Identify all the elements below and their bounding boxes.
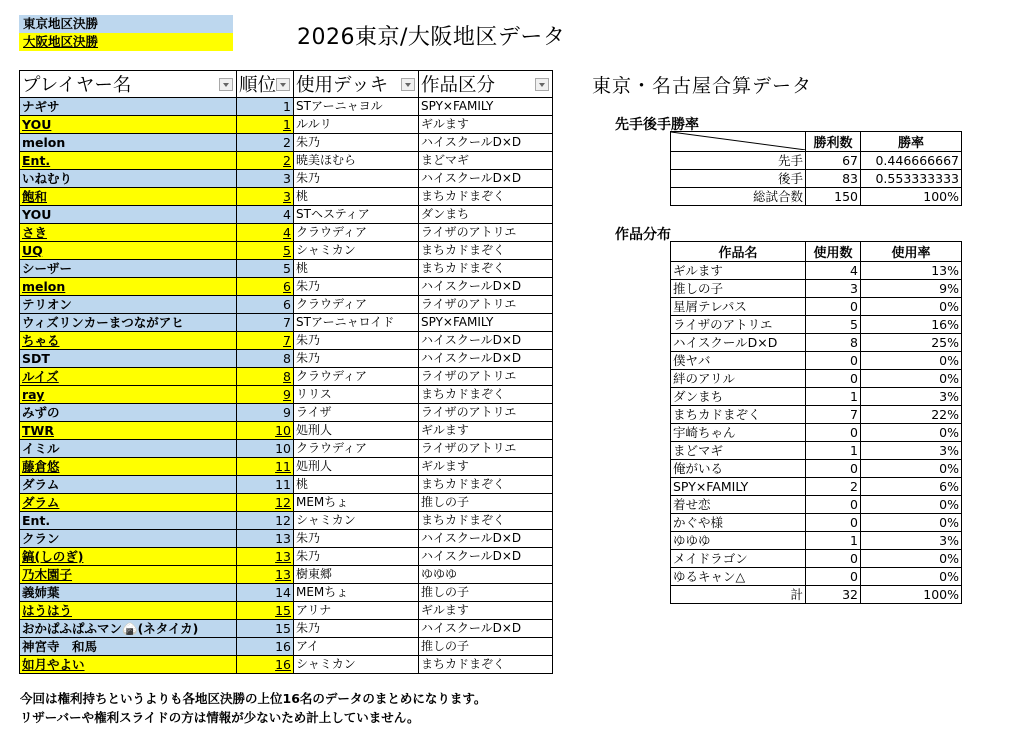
player-name-cell[interactable]: ナギサ (20, 98, 237, 116)
table-row (671, 298, 962, 316)
wins-cell[interactable]: 150 (806, 188, 861, 206)
usage-count-cell[interactable]: 0 (806, 424, 861, 442)
table-row (20, 566, 553, 584)
table-row (671, 334, 962, 352)
work-cell[interactable]: ギルます (419, 458, 553, 476)
usage-rate-cell[interactable]: 0% (861, 496, 962, 514)
filter-dropdown-icon[interactable] (401, 78, 415, 91)
rank-cell[interactable]: 5 (237, 260, 294, 278)
table-row (671, 152, 962, 170)
deck-cell[interactable]: 朱乃 (294, 170, 419, 188)
deck-cell[interactable]: 朱乃 (294, 278, 419, 296)
work-name-cell[interactable]: かぐや様 (671, 514, 806, 532)
work-cell[interactable]: ライザのアトリエ (419, 440, 553, 458)
work-name-cell[interactable]: ゆゆゆ (671, 532, 806, 550)
rank-cell[interactable]: 10 (237, 422, 294, 440)
rank-cell[interactable]: 1 (237, 116, 294, 134)
deck-cell[interactable]: 桃 (294, 188, 419, 206)
deck-cell[interactable]: クラウディア (294, 296, 419, 314)
player-name-cell[interactable]: YOU (20, 116, 237, 134)
table-row (671, 352, 962, 370)
player-name-cell[interactable]: ルイズ (20, 368, 237, 386)
table-row (20, 224, 553, 242)
table-row (20, 98, 553, 116)
rank-cell[interactable]: 4 (237, 206, 294, 224)
player-name-cell[interactable]: ちゃる (20, 332, 237, 350)
rank-cell[interactable]: 5 (237, 242, 294, 260)
usage-rate-cell[interactable]: 3% (861, 442, 962, 460)
work-cell[interactable]: まちカドまぞく (419, 476, 553, 494)
work-cell[interactable]: SPY×FAMILY (419, 314, 553, 332)
table-row (20, 188, 553, 206)
wins-cell[interactable]: 67 (806, 152, 861, 170)
usage-count-cell[interactable]: 32 (806, 586, 861, 604)
work-cell[interactable]: ギルます (419, 422, 553, 440)
work-cell[interactable]: ハイスクールD×D (419, 170, 553, 188)
table-row (20, 494, 553, 512)
rate-cell[interactable]: 100% (861, 188, 962, 206)
players-table (19, 70, 553, 674)
rank-cell[interactable]: 15 (237, 620, 294, 638)
usage-count-cell[interactable]: 0 (806, 352, 861, 370)
deck-cell[interactable]: リリス (294, 386, 419, 404)
usage-count-cell[interactable]: 1 (806, 388, 861, 406)
players-header-row (20, 71, 553, 98)
filter-dropdown-icon[interactable] (276, 78, 290, 91)
winrate-label: 先手後手勝率 (615, 117, 699, 133)
combined-data-title: 東京・名古屋合算データ (592, 75, 813, 97)
table-row (671, 188, 962, 206)
player-name-cell[interactable]: ウィズリンカーまつながアヒ (20, 314, 237, 332)
player-name-cell[interactable]: UQ (20, 242, 237, 260)
row-label-cell[interactable]: 後手 (671, 170, 806, 188)
work-name-cell[interactable]: まどマギ (671, 442, 806, 460)
table-row (20, 458, 553, 476)
deck-cell[interactable]: MEMちょ (294, 494, 419, 512)
diagonal-line-icon (671, 132, 806, 150)
table-row (671, 442, 962, 460)
rank-cell[interactable]: 15 (237, 602, 294, 620)
usage-count-cell[interactable]: 4 (806, 262, 861, 280)
deck-cell[interactable]: 朱乃 (294, 620, 419, 638)
usage-count-cell[interactable]: 0 (806, 568, 861, 586)
table-row (20, 584, 553, 602)
table-row (671, 532, 962, 550)
deck-cell[interactable]: ルルリ (294, 116, 419, 134)
rank-cell[interactable]: 2 (237, 134, 294, 152)
usage-count-cell[interactable]: 0 (806, 370, 861, 388)
work-cell[interactable]: まちカドまぞく (419, 188, 553, 206)
work-name-cell[interactable]: ギルます (671, 262, 806, 280)
work-name-cell[interactable]: SPY×FAMILY (671, 478, 806, 496)
deck-cell[interactable]: 朱乃 (294, 350, 419, 368)
usage-rate-cell[interactable]: 0% (861, 460, 962, 478)
table-row (20, 152, 553, 170)
wins-cell[interactable]: 83 (806, 170, 861, 188)
player-name-cell[interactable]: クラン (20, 530, 237, 548)
deck-cell[interactable]: ライザ (294, 404, 419, 422)
work-name-cell[interactable]: ハイスクールD×D (671, 334, 806, 352)
table-row (20, 386, 553, 404)
footnote-line-2: リザーバーや権利スライドの方は情報が少ないため計上していません。 (20, 710, 420, 725)
table-row (671, 262, 962, 280)
work-cell[interactable]: 推しの子 (419, 584, 553, 602)
rank-cell[interactable]: 16 (237, 656, 294, 674)
rank-cell[interactable]: 9 (237, 386, 294, 404)
player-name-cell[interactable]: シーザー (20, 260, 237, 278)
header-wins: 勝利数 (806, 132, 861, 152)
deck-cell[interactable]: 処刑人 (294, 422, 419, 440)
works-table (670, 241, 962, 604)
work-name-cell[interactable]: 着せ恋 (671, 496, 806, 514)
row-label-cell[interactable]: 総試合数 (671, 188, 806, 206)
player-name-cell[interactable]: 藤倉悠 (20, 458, 237, 476)
table-row (20, 134, 553, 152)
work-cell[interactable]: ゆゆゆ (419, 566, 553, 584)
work-cell[interactable]: まちカドまぞく (419, 656, 553, 674)
filter-dropdown-icon[interactable] (535, 78, 549, 91)
table-row (671, 388, 962, 406)
usage-rate-cell[interactable]: 9% (861, 280, 962, 298)
works-label: 作品分布 (615, 227, 671, 243)
table-row (20, 620, 553, 638)
work-cell[interactable]: ダンまち (419, 206, 553, 224)
usage-rate-cell[interactable]: 3% (861, 388, 962, 406)
table-row (20, 476, 553, 494)
table-row (20, 422, 553, 440)
player-name-cell[interactable]: ダラム (20, 494, 237, 512)
filter-dropdown-icon[interactable] (219, 78, 233, 91)
header-usage-rate: 使用率 (861, 242, 962, 262)
usage-count-cell[interactable]: 2 (806, 478, 861, 496)
deck-cell[interactable]: 樹東郷 (294, 566, 419, 584)
region-legend (19, 15, 233, 51)
rank-cell[interactable]: 1 (237, 98, 294, 116)
rank-cell[interactable]: 11 (237, 458, 294, 476)
rate-cell[interactable]: 0.446666667 (861, 152, 962, 170)
work-name-cell[interactable]: メイドラゴン (671, 550, 806, 568)
work-name-cell[interactable]: ダンまち (671, 388, 806, 406)
table-row (20, 332, 553, 350)
header-usage-count: 使用数 (806, 242, 861, 262)
player-name-cell[interactable]: melon (20, 278, 237, 296)
table-row (20, 602, 553, 620)
diagonal-header-cell (671, 132, 806, 152)
table-row (20, 170, 553, 188)
deck-cell[interactable]: STアーニャロイド (294, 314, 419, 332)
deck-cell[interactable]: 朱乃 (294, 332, 419, 350)
rank-cell[interactable]: 8 (237, 368, 294, 386)
work-cell[interactable]: ライザのアトリエ (419, 404, 553, 422)
player-name-cell[interactable]: YOU (20, 206, 237, 224)
rank-cell[interactable]: 3 (237, 188, 294, 206)
usage-rate-cell[interactable]: 25% (861, 334, 962, 352)
deck-cell[interactable]: 朱乃 (294, 530, 419, 548)
table-row (671, 568, 962, 586)
rank-cell[interactable]: 9 (237, 404, 294, 422)
usage-count-cell[interactable]: 0 (806, 460, 861, 478)
usage-rate-cell[interactable]: 0% (861, 550, 962, 568)
player-name-cell[interactable]: TWR (20, 422, 237, 440)
table-row (20, 242, 553, 260)
table-row (20, 368, 553, 386)
player-name-cell[interactable]: みずの (20, 404, 237, 422)
table-row (671, 496, 962, 514)
deck-cell[interactable]: クラウディア (294, 368, 419, 386)
work-cell[interactable]: ギルます (419, 116, 553, 134)
player-name-cell[interactable]: 義姉葉 (20, 584, 237, 602)
work-cell[interactable]: 推しの子 (419, 638, 553, 656)
usage-rate-cell[interactable]: 3% (861, 532, 962, 550)
deck-cell[interactable]: STヘスティア (294, 206, 419, 224)
deck-cell[interactable]: 暁美ほむら (294, 152, 419, 170)
table-row (20, 656, 553, 674)
deck-cell[interactable]: クラウディア (294, 440, 419, 458)
table-row (20, 530, 553, 548)
rank-cell[interactable]: 8 (237, 350, 294, 368)
rank-cell[interactable]: 13 (237, 566, 294, 584)
usage-rate-cell[interactable]: 0% (861, 352, 962, 370)
table-row (20, 278, 553, 296)
usage-rate-cell[interactable]: 13% (861, 262, 962, 280)
rank-cell[interactable]: 10 (237, 440, 294, 458)
rank-cell[interactable]: 14 (237, 584, 294, 602)
usage-count-cell[interactable]: 3 (806, 280, 861, 298)
legend-osaka: 大阪地区決勝 (19, 33, 233, 51)
deck-cell[interactable]: 朱乃 (294, 134, 419, 152)
usage-count-cell[interactable]: 0 (806, 298, 861, 316)
usage-count-cell[interactable]: 1 (806, 532, 861, 550)
deck-cell[interactable]: STアーニャヨル (294, 98, 419, 116)
total-row (671, 586, 962, 604)
work-name-cell[interactable]: 宇崎ちゃん (671, 424, 806, 442)
player-name-cell[interactable]: SDT (20, 350, 237, 368)
deck-cell[interactable]: MEMちょ (294, 584, 419, 602)
rank-cell[interactable]: 7 (237, 314, 294, 332)
header-rank: 順位 (237, 71, 294, 98)
table-row (20, 638, 553, 656)
rank-cell[interactable]: 4 (237, 224, 294, 242)
table-row (671, 406, 962, 424)
rank-cell[interactable]: 3 (237, 170, 294, 188)
player-name-cell[interactable]: Ent. (20, 512, 237, 530)
usage-rate-cell[interactable]: 22% (861, 406, 962, 424)
player-name-cell[interactable]: melon (20, 134, 237, 152)
table-row (671, 316, 962, 334)
work-name-cell[interactable]: 星屑テレパス (671, 298, 806, 316)
table-row (20, 260, 553, 278)
winrate-header-row (671, 132, 962, 152)
work-cell[interactable]: まちカドまぞく (419, 512, 553, 530)
table-row (20, 440, 553, 458)
player-name-cell[interactable]: さき (20, 224, 237, 242)
table-row (20, 296, 553, 314)
player-name-cell[interactable]: ダラム (20, 476, 237, 494)
footnote-line-1: 今回は権利持ちというよりも各地区決勝の上位16名のデータのまとめになります。 (20, 691, 487, 706)
row-label-cell[interactable]: 先手 (671, 152, 806, 170)
deck-cell[interactable]: クラウディア (294, 224, 419, 242)
table-row (20, 350, 553, 368)
work-cell[interactable]: ライザのアトリエ (419, 368, 553, 386)
deck-cell[interactable]: 処刑人 (294, 458, 419, 476)
work-cell[interactable]: ライザのアトリエ (419, 224, 553, 242)
header-deck: 使用デッキ (294, 71, 419, 98)
usage-count-cell[interactable]: 0 (806, 514, 861, 532)
table-row (671, 478, 962, 496)
usage-rate-cell[interactable]: 0% (861, 514, 962, 532)
player-name-cell[interactable]: 乃木園子 (20, 566, 237, 584)
player-name-cell[interactable]: はうはう (20, 602, 237, 620)
deck-cell[interactable]: シャミカン (294, 656, 419, 674)
work-name-cell[interactable]: 俺がいる (671, 460, 806, 478)
work-cell[interactable]: 推しの子 (419, 494, 553, 512)
usage-count-cell[interactable]: 8 (806, 334, 861, 352)
player-name-cell[interactable]: いねむり (20, 170, 237, 188)
player-name-cell[interactable]: 飽和 (20, 188, 237, 206)
work-cell[interactable]: ハイスクールD×D (419, 548, 553, 566)
rank-cell[interactable]: 12 (237, 512, 294, 530)
usage-count-cell[interactable]: 0 (806, 550, 861, 568)
usage-rate-cell[interactable]: 0% (861, 370, 962, 388)
page-title: 2026東京/大阪地区データ (297, 25, 566, 50)
work-cell[interactable]: ハイスクールD×D (419, 620, 553, 638)
rank-cell[interactable]: 12 (237, 494, 294, 512)
table-row (671, 514, 962, 532)
rank-cell[interactable]: 7 (237, 332, 294, 350)
rank-cell[interactable]: 6 (237, 296, 294, 314)
deck-cell[interactable]: シャミカン (294, 242, 419, 260)
usage-count-cell[interactable]: 1 (806, 442, 861, 460)
player-name-cell[interactable]: ray (20, 386, 237, 404)
work-cell[interactable]: まちカドまぞく (419, 242, 553, 260)
header-work-name: 作品名 (671, 242, 806, 262)
work-cell[interactable]: まちカドまぞく (419, 386, 553, 404)
work-cell[interactable]: ギルます (419, 602, 553, 620)
usage-count-cell[interactable]: 5 (806, 316, 861, 334)
work-cell[interactable]: ライザのアトリエ (419, 296, 553, 314)
header-player-name: プレイヤー名 (20, 71, 237, 98)
table-row (20, 314, 553, 332)
deck-cell[interactable]: アリナ (294, 602, 419, 620)
table-row (671, 170, 962, 188)
usage-count-cell[interactable]: 0 (806, 496, 861, 514)
table-row (20, 512, 553, 530)
work-name-cell[interactable]: ライザのアトリエ (671, 316, 806, 334)
work-name-cell[interactable]: 計 (671, 586, 806, 604)
usage-rate-cell[interactable]: 100% (861, 586, 962, 604)
usage-rate-cell[interactable]: 0% (861, 424, 962, 442)
rank-cell[interactable]: 6 (237, 278, 294, 296)
player-name-cell[interactable]: 如月やよい (20, 656, 237, 674)
rank-cell[interactable]: 16 (237, 638, 294, 656)
work-name-cell[interactable]: 絆のアリル (671, 370, 806, 388)
deck-cell[interactable]: 朱乃 (294, 548, 419, 566)
deck-cell[interactable]: 桃 (294, 476, 419, 494)
usage-rate-cell[interactable]: 0% (861, 568, 962, 586)
work-cell[interactable]: まちカドまぞく (419, 260, 553, 278)
deck-cell[interactable]: アイ (294, 638, 419, 656)
work-cell[interactable]: まどマギ (419, 152, 553, 170)
rank-cell[interactable]: 13 (237, 548, 294, 566)
table-row (20, 206, 553, 224)
work-cell[interactable]: ハイスクールD×D (419, 530, 553, 548)
header-work: 作品区分 (419, 71, 553, 98)
deck-cell[interactable]: 桃 (294, 260, 419, 278)
table-row (671, 280, 962, 298)
player-name-cell[interactable]: 鎬(しのぎ) (20, 548, 237, 566)
player-name-cell[interactable]: おかぱふぱふマン🍙(ネタイカ) (20, 620, 237, 638)
work-cell[interactable]: ハイスクールD×D (419, 134, 553, 152)
rank-cell[interactable]: 11 (237, 476, 294, 494)
rate-cell[interactable]: 0.553333333 (861, 170, 962, 188)
work-name-cell[interactable]: まちカドまぞく (671, 406, 806, 424)
usage-rate-cell[interactable]: 16% (861, 316, 962, 334)
header-rate: 勝率 (861, 132, 962, 152)
usage-rate-cell[interactable]: 6% (861, 478, 962, 496)
table-row (671, 460, 962, 478)
work-name-cell[interactable]: ゆるキャン△ (671, 568, 806, 586)
work-cell[interactable]: ハイスクールD×D (419, 332, 553, 350)
works-header-row (671, 242, 962, 262)
winrate-table (670, 131, 962, 206)
table-row (20, 548, 553, 566)
legend-tokyo: 東京地区決勝 (19, 15, 233, 33)
player-name-cell[interactable]: イミル (20, 440, 237, 458)
table-row (20, 404, 553, 422)
player-name-cell[interactable]: Ent. (20, 152, 237, 170)
rank-cell[interactable]: 13 (237, 530, 294, 548)
table-row (671, 370, 962, 388)
footnote (20, 689, 486, 727)
usage-rate-cell[interactable]: 0% (861, 298, 962, 316)
work-cell[interactable]: ハイスクールD×D (419, 278, 553, 296)
table-row (671, 550, 962, 568)
work-cell[interactable]: ハイスクールD×D (419, 350, 553, 368)
work-name-cell[interactable]: 僕ヤバ (671, 352, 806, 370)
work-name-cell[interactable]: 推しの子 (671, 280, 806, 298)
player-name-cell[interactable]: テリオン (20, 296, 237, 314)
work-cell[interactable]: SPY×FAMILY (419, 98, 553, 116)
usage-count-cell[interactable]: 7 (806, 406, 861, 424)
deck-cell[interactable]: シャミカン (294, 512, 419, 530)
player-name-cell[interactable]: 神宮寺 和馬 (20, 638, 237, 656)
table-row (671, 424, 962, 442)
table-row (20, 116, 553, 134)
rank-cell[interactable]: 2 (237, 152, 294, 170)
